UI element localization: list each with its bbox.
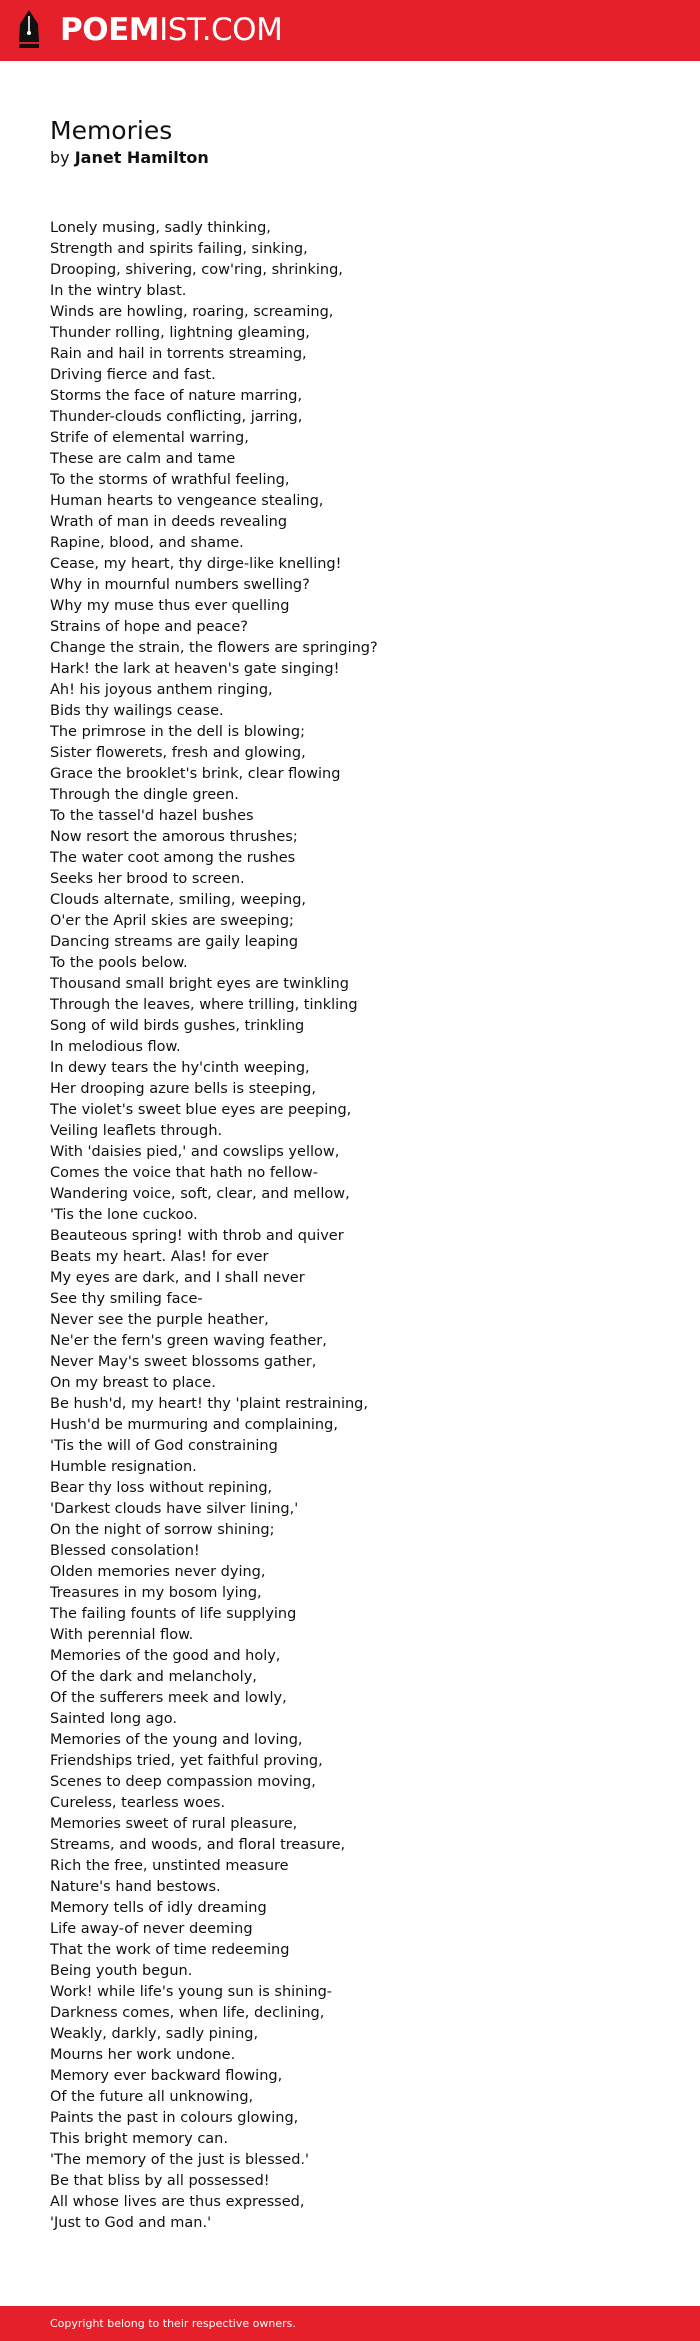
- poem-line: Cureless, tearless woes.: [50, 1795, 226, 1811]
- poem-line: Song of wild birds gushes, trinkling: [50, 1018, 305, 1034]
- poem-line: Why my muse thus ever quelling: [50, 598, 290, 614]
- poem-line: Treasures in my bosom lying,: [50, 1585, 262, 1601]
- poem-line: Life away-of never deeming: [50, 1921, 253, 1937]
- poem-line: In melodious flow.: [50, 1039, 181, 1055]
- poem-line: Mourns her work undone.: [50, 2047, 236, 2063]
- poem-line: Memories sweet of rural pleasure,: [50, 1816, 298, 1832]
- poem-line: Cease, my heart, thy dirge-like knelling!: [50, 556, 342, 572]
- poem-line: Blessed consolation!: [50, 1543, 200, 1559]
- poem-line: Lonely musing, sadly thinking,: [50, 220, 271, 236]
- poem-line: Her drooping azure bells is steeping,: [50, 1081, 316, 1097]
- poem-line: Of the future all unknowing,: [50, 2089, 254, 2105]
- site-logo-link[interactable]: [60, 11, 282, 49]
- poem-line: To the tassel'd hazel bushes: [50, 808, 254, 824]
- poem-line: These are calm and tame: [50, 451, 236, 467]
- poem-line: 'Darkest clouds have silver lining,': [50, 1501, 299, 1517]
- poem-title: Memories: [50, 116, 173, 145]
- logo-text-bold: POEM: [60, 12, 160, 48]
- poem-line: Thousand small bright eyes are twinkling: [50, 976, 349, 992]
- poem-line: 'Tis the lone cuckoo.: [50, 1207, 198, 1223]
- poem-line: Clouds alternate, smiling, weeping,: [50, 892, 307, 908]
- poem-line: Thunder rolling, lightning gleaming,: [50, 325, 310, 341]
- poem-line: Of the dark and melancholy,: [50, 1669, 257, 1685]
- poem-line: O'er the April skies are sweeping;: [50, 913, 294, 929]
- poem-line: Weakly, darkly, sadly pining,: [50, 2026, 259, 2042]
- poem-byline: [50, 147, 209, 169]
- poem-line: Scenes to deep compassion moving,: [50, 1774, 316, 1790]
- poem-line: Thunder-clouds conflicting, jarring,: [50, 409, 303, 425]
- poem-line: In dewy tears the hy'cinth weeping,: [50, 1060, 310, 1076]
- site-header: [0, 0, 700, 61]
- poem-line: Strains of hope and peace?: [50, 619, 248, 635]
- poem-line: Sister flowerets, fresh and glowing,: [50, 745, 306, 761]
- poem-line: Being youth begun.: [50, 1963, 193, 1979]
- poem-line: Grace the brooklet's brink, clear flowing: [50, 766, 341, 782]
- poem-line: Beats my heart. Alas! for ever: [50, 1249, 269, 1265]
- poem-line: Ne'er the fern's green waving feather,: [50, 1333, 327, 1349]
- poem-line: Hark! the lark at heaven's gate singing!: [50, 661, 340, 677]
- poem-line: Streams, and woods, and floral treasure,: [50, 1837, 346, 1853]
- poem-line: 'The memory of the just is blessed.': [50, 2152, 309, 2168]
- poem-line: That the work of time redeeming: [50, 1942, 290, 1958]
- by-label: by: [50, 148, 70, 167]
- poem-line: Beauteous spring! with throb and quiver: [50, 1228, 344, 1244]
- poem-line: Wrath of man in deeds revealing: [50, 514, 288, 530]
- poem-line: Memory tells of idly dreaming: [50, 1900, 267, 1916]
- poem-line: Strength and spirits failing, sinking,: [50, 241, 308, 257]
- poem-line: Ah! his joyous anthem ringing,: [50, 682, 273, 698]
- poem-line: Darkness comes, when life, declining,: [50, 2005, 325, 2021]
- poem-author: Janet Hamilton: [74, 148, 209, 167]
- poem-line: Through the leaves, where trilling, tinkling: [50, 997, 358, 1013]
- poem-line: Rapine, blood, and shame.: [50, 535, 244, 551]
- poem-line: Olden memories never dying,: [50, 1564, 266, 1580]
- poem-line: All whose lives are thus expressed,: [50, 2194, 305, 2210]
- poem-line: To the pools below.: [50, 955, 188, 971]
- poem-line: The violet's sweet blue eyes are peeping,: [50, 1102, 352, 1118]
- poem-line: Never May's sweet blossoms gather,: [50, 1354, 317, 1370]
- poem-line: 'Tis the will of God constraining: [50, 1438, 278, 1454]
- poem-line: Paints the past in colours glowing,: [50, 2110, 299, 2126]
- poem-line: On my breast to place.: [50, 1375, 216, 1391]
- poem-line: Be that bliss by all possessed!: [50, 2173, 270, 2189]
- poem-line: Rain and hail in torrents streaming,: [50, 346, 307, 362]
- poem-line: Memories of the good and holy,: [50, 1648, 281, 1664]
- poem-line: Humble resignation.: [50, 1459, 197, 1475]
- poem-line: With perennial flow.: [50, 1627, 194, 1643]
- poem-line: Of the sufferers meek and lowly,: [50, 1690, 287, 1706]
- poem-line: In the wintry blast.: [50, 283, 187, 299]
- poem-line: Memories of the young and loving,: [50, 1732, 303, 1748]
- poem-line: Strife of elemental warring,: [50, 430, 249, 446]
- poem-line: Veiling leaflets through.: [50, 1123, 223, 1139]
- poem-line: To the storms of wrathful feeling,: [50, 472, 290, 488]
- site-footer: [0, 2306, 700, 2341]
- poem-line: This bright memory can.: [50, 2131, 228, 2147]
- copyright-text: Copyright belong to their respective owners.: [50, 2317, 296, 2330]
- poem-line: Through the dingle green.: [50, 787, 239, 803]
- poem-line: My eyes are dark, and I shall never: [50, 1270, 305, 1286]
- poem-line: Bear thy loss without repining,: [50, 1480, 273, 1496]
- poem-line: Winds are howling, roaring, screaming,: [50, 304, 334, 320]
- poem-line: Storms the face of nature marring,: [50, 388, 303, 404]
- logo-text-light: IST.COM: [159, 12, 283, 48]
- poem-line: Seeks her brood to screen.: [50, 871, 245, 887]
- poem-line: Driving fierce and fast.: [50, 367, 216, 383]
- poem-body: [50, 218, 650, 2234]
- poem-line: Now resort the amorous thrushes;: [50, 829, 298, 845]
- poem-line: Work! while life's young sun is shining-: [50, 1984, 333, 2000]
- poem-line: Change the strain, the flowers are springing?: [50, 640, 378, 656]
- poem-line: Rich the free, unstinted measure: [50, 1858, 289, 1874]
- poem-line: Human hearts to vengeance stealing,: [50, 493, 324, 509]
- pen-nib-icon[interactable]: [18, 10, 40, 50]
- poem-line: Dancing streams are gaily leaping: [50, 934, 299, 950]
- poem-line: Hush'd be murmuring and complaining,: [50, 1417, 338, 1433]
- poem-line: See thy smiling face-: [50, 1291, 203, 1307]
- poem-line: Memory ever backward flowing,: [50, 2068, 283, 2084]
- poem-line: On the night of sorrow shining;: [50, 1522, 275, 1538]
- poem-line: The failing founts of life supplying: [50, 1606, 297, 1622]
- poem-line: Bids thy wailings cease.: [50, 703, 224, 719]
- poem-line: 'Just to God and man.': [50, 2215, 212, 2231]
- poem-line: Sainted long ago.: [50, 1711, 177, 1727]
- poem-line: Drooping, shivering, cow'ring, shrinking,: [50, 262, 343, 278]
- poem-line: The primrose in the dell is blowing;: [50, 724, 305, 740]
- poem-line: With 'daisies pied,' and cowslips yellow,: [50, 1144, 340, 1160]
- poem-line: Be hush'd, my heart! thy 'plaint restraining,: [50, 1396, 368, 1412]
- poem-line: Wandering voice, soft, clear, and mellow,: [50, 1186, 350, 1202]
- poem-line: Comes the voice that hath no fellow-: [50, 1165, 318, 1181]
- poem-line: Why in mournful numbers swelling?: [50, 577, 310, 593]
- poem-line: Friendships tried, yet faithful proving,: [50, 1753, 323, 1769]
- poem-line: The water coot among the rushes: [50, 850, 296, 866]
- poem-line: Nature's hand bestows.: [50, 1879, 221, 1895]
- poem-line: Never see the purple heather,: [50, 1312, 269, 1328]
